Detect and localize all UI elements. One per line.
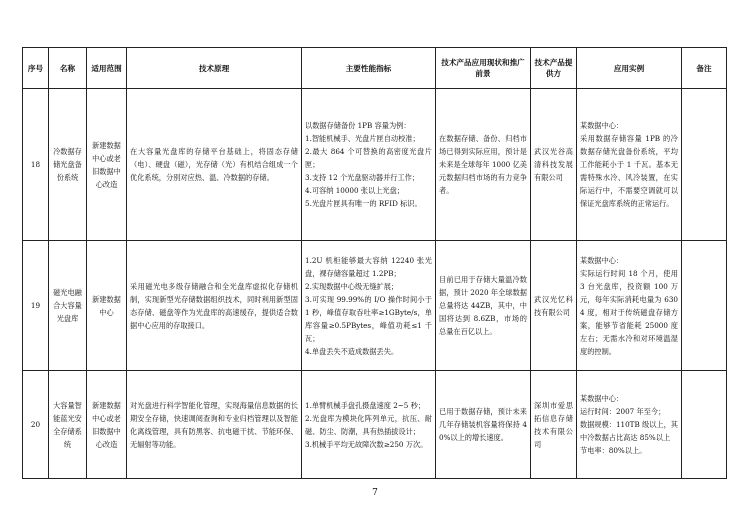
row-status: 目前已用于存储大量温冷数据，预计 2020 年全球数据总量将达 44ZB，其中，中国将达到 8.6ZB，市场的总量在百亿以上。 [436,241,531,371]
header-remark: 备注 [682,48,727,89]
performance-line: 1.智能机械手、光盘片匣自动校准； [305,134,420,143]
performance-line: 4.可容纳 10000 张以上光盘； [305,186,404,195]
performance-line: 2.最大 864 个可替换的高密度光盘片匣； [305,147,432,169]
table-row [23,371,727,479]
row-remark [682,241,727,371]
performance-line: 5.光盘片匣具有唯一的 RFID 标识。 [305,199,422,208]
row-principle: 采用磁光电多级存储融合和全光盘库虚拟化存储机制，实现新型光存储数据组织技术，同时利用新型固态存储、磁盘等作为光盘库的高速缓存，提供适合数据中心应用的存取接口。 [127,241,302,371]
table-row [23,241,727,371]
example-line: 数据规模：110TB 级以上，其中冷数据占比高达 85%以上 [580,420,678,442]
row-remark [682,89,727,241]
row-principle: 在大容量光盘库的存储平台基础上，将固态存储（电）、硬盘（磁），光存储（光）有机结合组成一个优化系统，分别对应热、温、冷数据的存储。 [127,89,302,241]
header-performance: 主要性能指标 [302,48,436,89]
performance-line: 3.支持 12 个光盘驱动器并行工作； [305,173,420,182]
performance-line: 2.实现数据中心级无缝扩展； [305,281,399,291]
row-provider: 深圳市爱思拓信息存储技术有限公司 [531,371,577,479]
technology-table [22,47,727,479]
row-performance [302,371,436,479]
header-provider: 技术产品提供方 [531,48,577,89]
row-performance [302,89,436,241]
header-no: 序号 [23,48,49,89]
row-example [577,89,682,241]
performance-line: 2.光盘库为模块化阵列单元，抗压、耐磁、防尘、防潮，具有热插拔设计； [305,413,432,436]
row-no: 18 [23,89,49,241]
row-status: 已用于数据存储，预计未来几年存储装机容量将保持 40%以上的增长速度。 [436,371,531,479]
row-no: 19 [23,241,49,371]
header-status: 技术产品应用现状和推广前景 [436,48,531,89]
page-number: 7 [372,488,378,498]
performance-line: 3.机械手平均无故障次数≥250 万次。 [305,439,428,449]
example-line: 某数据中心： [580,121,624,130]
performance-line: 1.2U 机柜能够最大容纳 12240 张光盘，裸存储容量超过 1.2PB； [305,255,432,278]
header-example: 应用实例 [577,48,682,89]
row-provider: 武汉光忆科技有限公司 [531,241,577,371]
header-scope: 适用范围 [87,48,127,89]
header-name: 名称 [49,48,87,89]
example-line: 运行时间：2007 年至今； [580,407,666,416]
row-provider: 武汉光谷高清科技发展有限公司 [531,89,577,241]
row-principle: 对光盘进行科学智能化管理，实现海量信息数据的长期安全存储，快速调阅查询和专业归档管理以及智能化离线管理，具有防黑客、抗电磁干扰、节能环保、无辐射等功能。 [127,371,302,479]
row-name: 磁光电融合大容量光盘库 [49,241,87,371]
row-performance [302,241,436,371]
performance-line: 以数据存储备份 1PB 容量为例： [305,121,411,130]
row-name: 大容量智能蓝光安全存储系统 [49,371,87,479]
table-row [23,89,727,241]
example-line: 某数据中心： [580,255,624,265]
row-scope: 新建数据中心或老旧数据中心改造 [87,89,127,241]
performance-line: 4.单盘丢失不造成数据丢失。 [305,346,399,356]
row-remark [682,371,727,479]
performance-line: 1.单臂机械手盘孔摄盘速度 2~5 秒； [305,400,426,410]
header-principle: 技术原理 [127,48,302,89]
example-line: 实际运行时间 18 个月，使用 3 台光盘库，投资额 100 万元，每年实际消耗电量为 6304 度，相对于传统磁盘存储方案，能够节省能耗 25000 度左右；无需水冷和对环境温湿度的控制。 [580,268,678,356]
performance-line: 3.可实现 99.99%的 I/O 操作时间小于 1 秒，峰值存取吞吐率≥1GByte/s，单库容量≥0.5PBytes，峰值功耗≤1 千瓦； [305,294,432,343]
row-scope: 新建数据中心或老旧数据中心改造 [87,371,127,479]
example-line: 某数据中心： [580,394,624,403]
row-example [577,371,682,479]
row-example [577,241,682,371]
row-scope: 新建数据中心 [87,241,127,371]
example-line: 采用数据存储容量 1PB 的冷数据存储光盘备份系统，平均工作能耗小于 1 千瓦。基本无需特殊水冷、风冷装置，在实际运行中，不需要空调就可以保证光盘库系统的正常运行。 [580,134,678,208]
row-name: 冷数据存储光盘备份系统 [49,89,87,241]
row-no: 20 [23,371,49,479]
table-header-row [23,48,727,89]
row-status: 在数据存储、备份、归档市场已得到实际应用，预计是未来是全球每年 1000 亿美元数据归档市场的有力竞争者。 [436,89,531,241]
example-line: 节电率：80%以上。 [580,446,647,455]
